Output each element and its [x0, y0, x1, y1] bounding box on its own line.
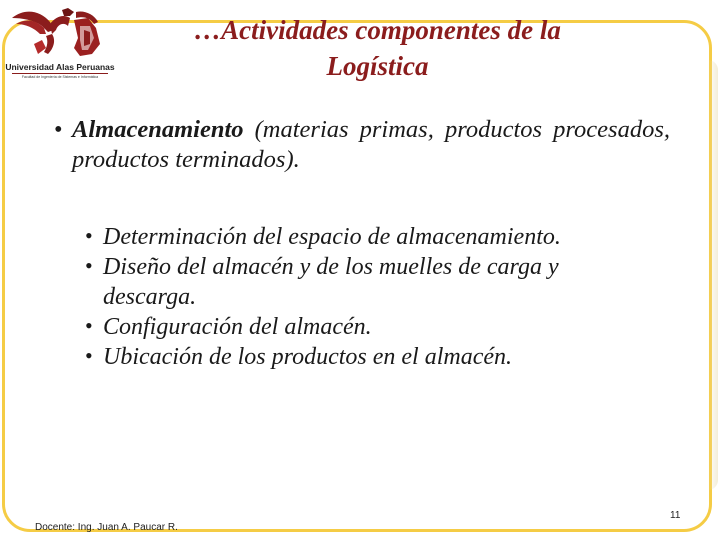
footer-instructor: Docente: Ing. Juan A. Paucar R.	[35, 522, 178, 533]
sub-bullet-text: Configuración del almacén.	[103, 314, 372, 340]
frame-shadow	[708, 60, 718, 490]
logo-tagline: Facultad de Ingeniería de Sistemas e Informática	[21, 75, 99, 79]
logo-university-name: Universidad Alas Peruanas	[5, 62, 115, 72]
sub-bullet-text: Ubicación de los productos en el almacén.	[103, 344, 513, 370]
slide-title	[110, 12, 645, 84]
sub-bullet-item	[85, 252, 655, 312]
bullet-dot-icon: •	[85, 343, 93, 368]
bullet-dot-icon: •	[85, 313, 93, 338]
title-line-1: …Actividades componentes de la	[194, 15, 561, 45]
page-number: 11	[670, 510, 681, 521]
bullet-dot-icon: •	[85, 253, 93, 278]
bullet-dot-icon: •	[54, 116, 63, 143]
main-bullet-bold: Almacenamiento	[72, 116, 244, 143]
bullet-dot-icon: •	[85, 223, 93, 248]
sub-bullet-item	[85, 222, 655, 252]
logo-divider	[12, 73, 108, 74]
sub-bullet-text: Determinación del espacio de almacenamiento.	[103, 224, 561, 250]
sub-bullet-text: Diseño del almacén y de los muelles de carga y descarga.	[103, 254, 559, 310]
sub-bullet-item	[85, 342, 655, 372]
title-line-2: Logística	[326, 51, 429, 81]
sub-bullet-item	[85, 312, 655, 342]
main-bullet-text	[72, 115, 670, 175]
main-bullet-rest: (materias primas, productos procesados, productos terminados).	[72, 116, 670, 173]
sub-bullet-list	[85, 222, 655, 372]
university-logo	[4, 4, 115, 84]
condor-logo-icon	[4, 4, 112, 62]
main-bullet	[40, 115, 670, 175]
